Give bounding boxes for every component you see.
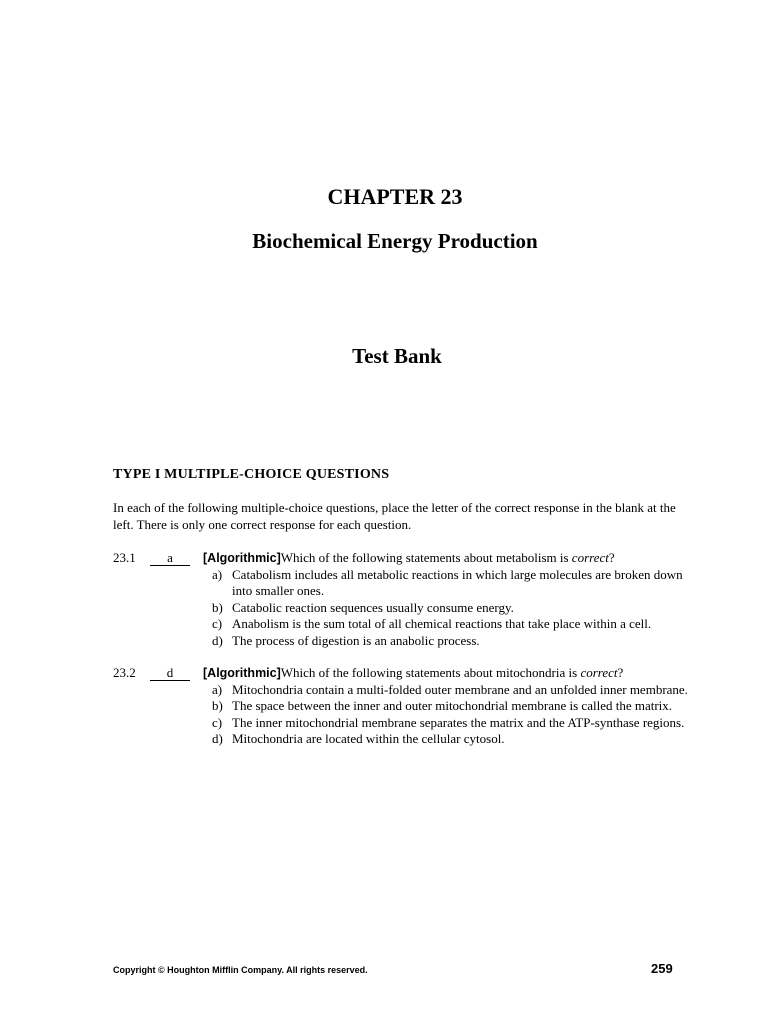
question-emphasis: correct [580, 665, 618, 680]
choice-letter: c) [212, 616, 223, 631]
question-text: Which of the following statements about mitochondria is [280, 665, 581, 680]
choice-list [113, 567, 693, 650]
choice-text: Catabolism includes all metabolic reactions in which large molecules are broken down into smaller ones. [232, 566, 683, 598]
choice-letter: b) [212, 698, 223, 713]
choice-letter: d) [212, 731, 223, 746]
question-tag: [Algorithmic] [203, 551, 281, 565]
question-header [113, 550, 693, 567]
question-text-end: ? [617, 665, 624, 680]
choice-item [113, 682, 693, 699]
choice-letter: c) [212, 714, 223, 730]
choice-item [113, 698, 693, 715]
choice-text: Catabolic reaction sequences usually consume energy. [232, 599, 514, 615]
choice-list [113, 682, 693, 748]
choice-item [113, 731, 693, 748]
choice-item [113, 633, 693, 650]
choice-letter: a) [212, 566, 223, 582]
question-23-2 [113, 665, 693, 748]
question-text-end: ? [608, 550, 615, 565]
page-number: 259 [651, 961, 673, 976]
choice-item [113, 616, 693, 633]
chapter-subtitle: Biochemical Energy Production [252, 229, 538, 253]
question-number: 23.2 [113, 665, 136, 680]
choice-text: Mitochondria are located within the cellular cytosol. [232, 731, 505, 746]
question-stem [203, 550, 615, 567]
question-23-1 [113, 550, 693, 649]
section-heading: TYPE I MULTIPLE-CHOICE QUESTIONS [113, 467, 390, 482]
copyright-notice: Copyright © Houghton Mifflin Company. All rights reserved. [113, 965, 368, 975]
choice-item [113, 600, 693, 617]
choice-text: Mitochondria contain a multi-folded outer membrane and an unfolded inner membrane. [232, 681, 688, 697]
choice-letter: a) [212, 681, 223, 697]
answer-blank[interactable]: d [150, 665, 190, 681]
choice-text: Anabolism is the sum total of all chemical reactions that take place within a cell. [232, 616, 652, 631]
choice-text: The process of digestion is an anabolic process. [232, 632, 480, 648]
test-bank-title: Test Bank [352, 344, 442, 368]
answer-blank[interactable]: a [150, 550, 190, 566]
chapter-title: CHAPTER 23 [327, 184, 463, 209]
choice-text: The space between the inner and outer mitochondrial membrane is called the matrix. [232, 698, 673, 713]
choice-letter: b) [212, 599, 223, 615]
question-header [113, 665, 693, 682]
instructions-paragraph: In each of the following multiple-choice questions, place the letter of the correct response in the blank at the left. There is only one correct response for each question. [113, 500, 676, 532]
question-text: Which of the following statements about metabolism is [280, 550, 572, 565]
choice-text: The inner mitochondrial membrane separates the matrix and the ATP-synthase regions. [232, 714, 685, 730]
choice-item [113, 567, 693, 600]
question-number: 23.1 [113, 550, 136, 565]
question-emphasis: correct [571, 550, 609, 565]
choice-item [113, 715, 693, 732]
choice-letter: d) [212, 632, 223, 648]
question-tag: [Algorithmic] [203, 666, 281, 680]
question-stem [203, 665, 623, 682]
